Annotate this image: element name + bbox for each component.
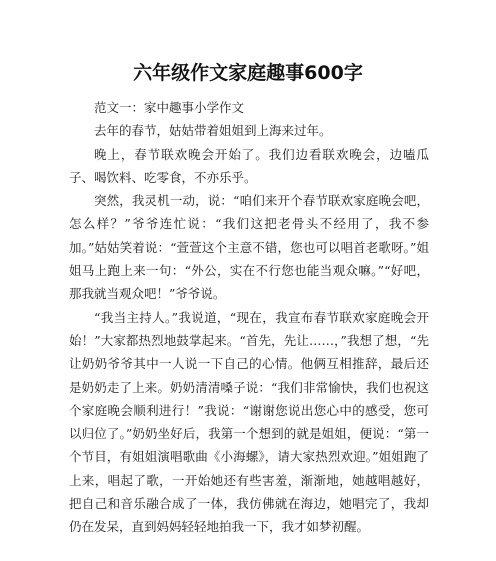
paragraph: 晚上，春节联欢晚会开始了。我们边看联欢晚会，边嗑瓜子、喝饮料、吃零食，不亦乐乎。 — [69, 146, 429, 185]
paragraph: 去年的春节，姑姑带着姐姐到上海来过年。 — [94, 123, 332, 139]
paragraph: 突然，我灵机一动，说：“咱们来开个春节联欢家庭晚会吧，怎么样？”爷爷连忙说：“我们这把老骨头不经用了，我不参加。”姑姑笑着说：“萱萱这个主意不错，您也可以唱首老歌呀。”姐姐马上跑上来一句：“外公，实在不行您也能当观众嘛。”“好吧，那我就当观众吧！”爷爷说。 — [69, 193, 429, 302]
document-body — [69, 96, 429, 539]
paragraph: “我当主持人。”我说道，“现在，我宣布春节联欢家庭晚会开始！”大家都热烈地鼓掌起来。“首先，先让……，”我想了想，“先让奶奶爷爷其中一人说一下自己的心情。他俩互相推辞，最后还是奶奶走了上来。奶奶清清嗓子说：“我们非常愉快，我们也祝这个家庭晚会顺利进行！”我说：“谢谢您说出您心中的感受，您可以归位了。”奶奶坐好后，我第一个想到的就是姐姐，便说：“第一个节目，有姐姐演唱歌曲《小海螺》，请大家热烈欢迎。”姐姐跑了上来，唱起了歌，一开始她还有些害羞，渐渐地，她越唱越好，把自己和音乐融合成了一体，我仿佛就在海边，她唱完了，我却仍在发呆，直到妈妈轻轻地拍我一下，我才如梦初醒。 — [69, 309, 429, 535]
document-title: 六年级作文家庭趣事600字 — [133, 62, 363, 84]
paragraph-essay-heading: 范文一：家中趣事小学作文 — [94, 100, 245, 115]
